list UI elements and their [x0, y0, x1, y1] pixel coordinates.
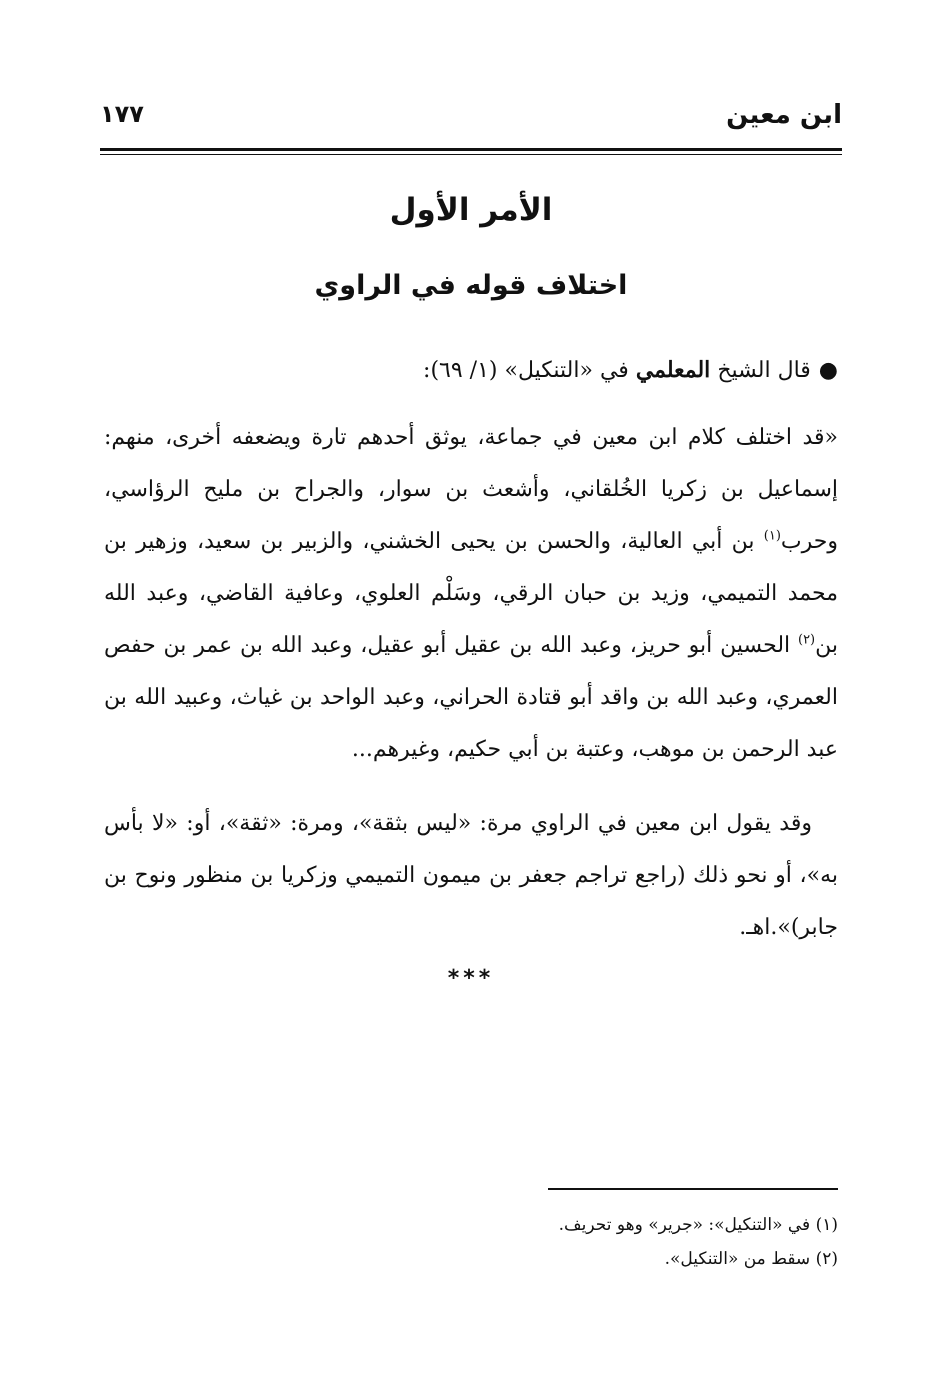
footnote-rule: [548, 1188, 838, 1190]
bullet-icon: ●: [818, 358, 838, 383]
header-title: ابن معين: [726, 100, 842, 130]
section-heading: الأمر الأول: [389, 192, 553, 228]
footnotes: [104, 1208, 838, 1276]
intro-line: [104, 344, 864, 397]
footnote-2: (٢) سقط من «التنكيل».: [664, 1249, 838, 1269]
second-paragraph: وقد يقول ابن معين في الراوي مرة: «ليس بثقة»، ومرة: «ثقة»، أو: «لا بأس به»، أو نحو ذلك (راجع تراجم جعفر بن ميمون التميمي وزكريا بن منظور ونوح بن جابر)».اهـ.: [104, 811, 838, 940]
author-name: المعلمي: [635, 357, 711, 383]
footnote-1: (١) في «التنكيل»: «جرير» وهو تحريف.: [558, 1215, 838, 1235]
page-number: ١٧٧: [100, 100, 144, 128]
intro-citation: في «التنكيل» (١/ ٦٩):: [423, 358, 629, 383]
quote-part-1: «قد اختلف كلام ابن معين في جماعة، يوثق أحدهم تارة ويضعفه أخرى، منهم: إسماعيل بن زكريا الخُلقاني، وأشعث بن سوار، والجراح بن مليح الرؤاسي، وحرب: [104, 425, 838, 554]
section-subheading: اختلاف قوله في الراوي: [314, 270, 628, 301]
intro-prefix: قال الشيخ: [717, 358, 811, 383]
quoted-paragraph: [104, 412, 838, 776]
quote-part-3: الحسين أبو حريز، وعبد الله بن عقيل أبو عقيل، وعبد الله بن عمر بن حفص العمري، وعبد الله بن واقد أبو قتادة الحراني، وعبد الواحد بن غياث، وعبيد الله بن عبد الرحمن بن موهب، وعتبة بن أبي حكيم، وغيرهم...: [104, 633, 838, 762]
quote-part-2: بن أبي العالية، والحسن بن يحيى الخشني، والزبير بن سعيد، وزهير بن محمد التميمي، وزيد بن حبان الرقي، وسَلْم العلوي، وعافية القاضي، وعبد الله بن: [104, 529, 838, 658]
running-header: [100, 96, 842, 146]
footnote-ref-2[interactable]: (٢): [797, 632, 816, 648]
header-rule: [100, 148, 842, 155]
asterism-separator: ***: [447, 966, 495, 991]
footnote-ref-1[interactable]: (١): [763, 528, 781, 544]
